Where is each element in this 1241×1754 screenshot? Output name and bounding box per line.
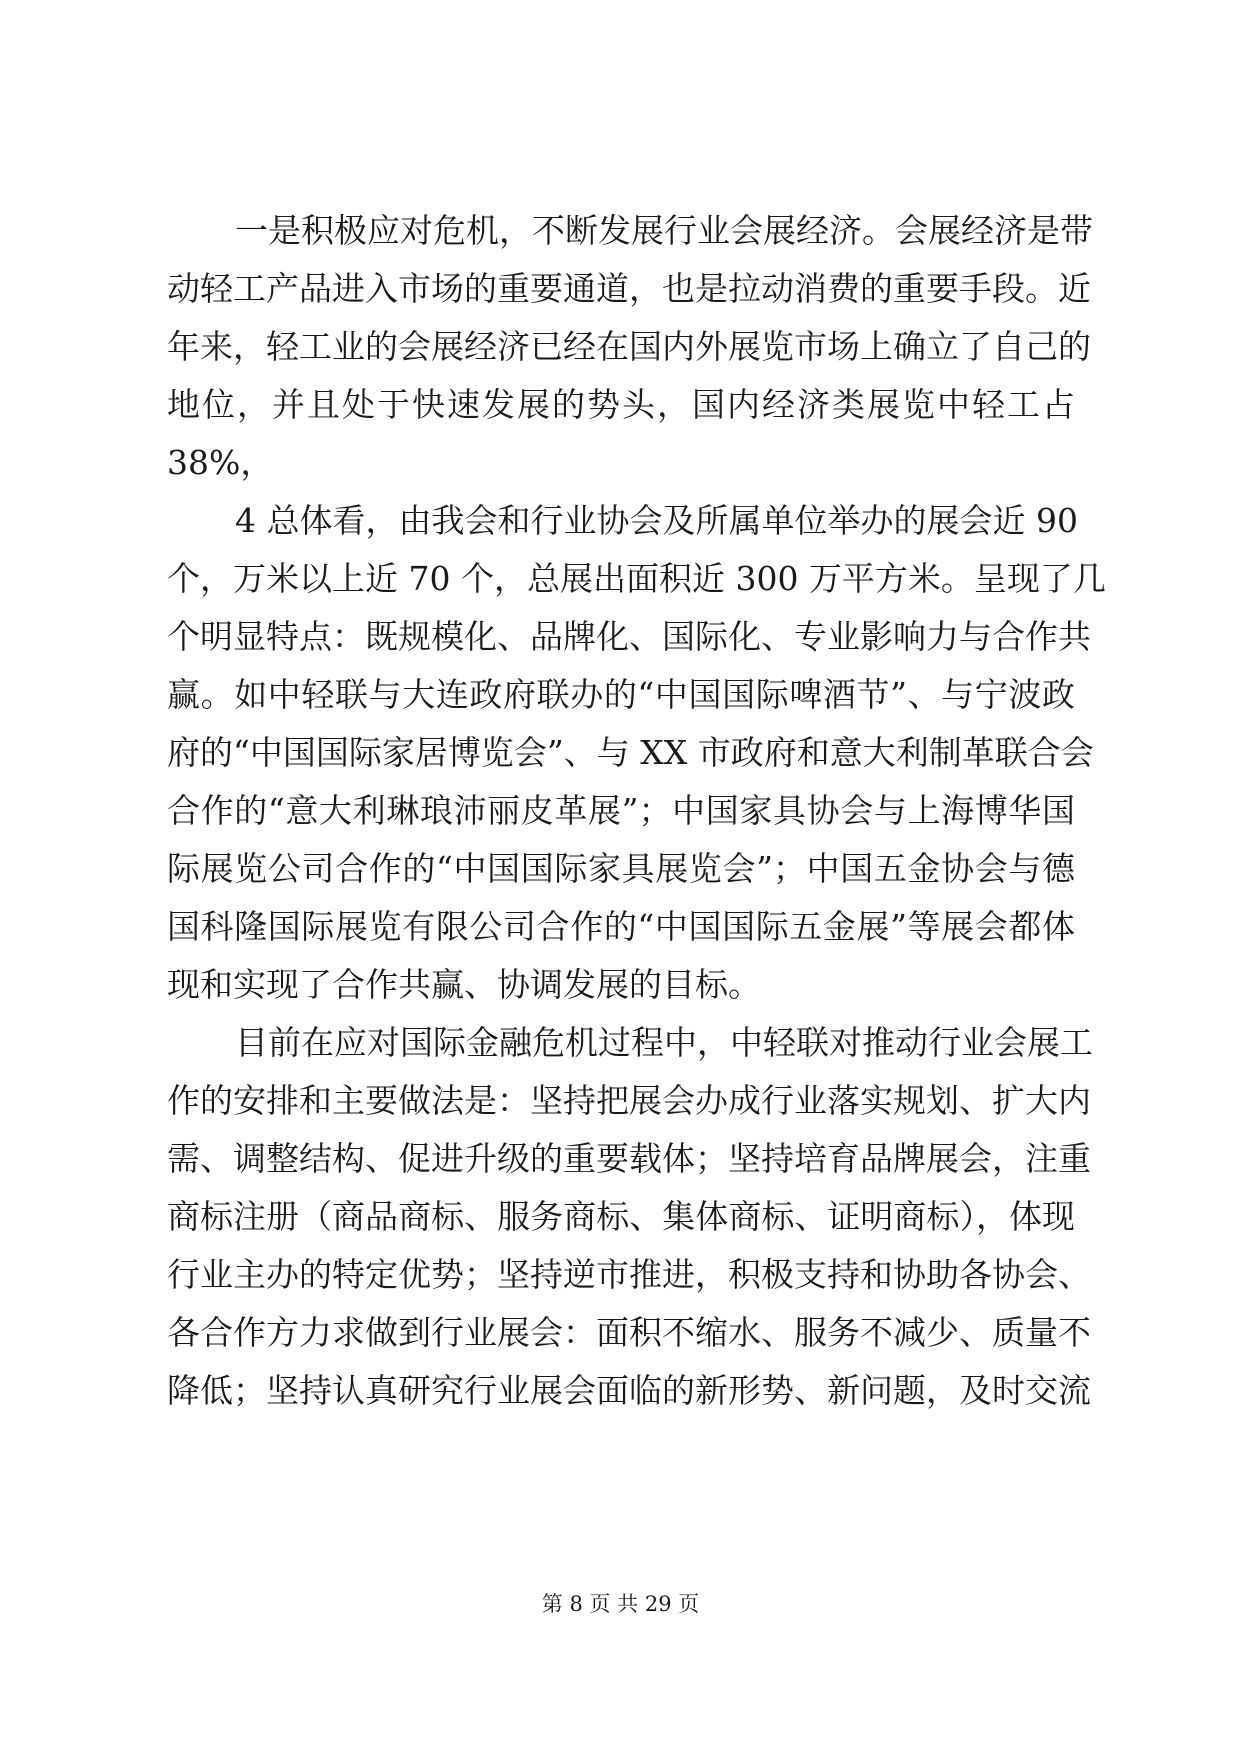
paragraph-3-line-3: 需、调整结构、促进升级的重要载体；坚持培育品牌展会，注重 xyxy=(167,1139,1091,1178)
paragraph-3-line-6: 各合作方力求做到行业展会：面积不缩水、服务不减少、质量不 xyxy=(167,1313,1091,1352)
paragraph-2-line-2: 个，万米以上近 70 个，总展出面积近 300 万平方米。呈现了几 xyxy=(167,559,1106,598)
paragraph-3-line-1: 目前在应对国际金融危机过程中，中轻联对推动行业会展工 xyxy=(235,1023,1093,1062)
paragraph-3-line-7: 降低；坚持认真研究行业展会面临的新形势、新问题，及时交流 xyxy=(167,1371,1091,1410)
paragraph-1-line-2: 动轻工产品进入市场的重要通道，也是拉动消费的重要手段。近 xyxy=(167,269,1091,308)
paragraph-2-line-7: 际展览公司合作的“中国国际家具展览会”；中国五金协会与德 xyxy=(167,849,1075,888)
paragraph-3-line-4: 商标注册（商品商标、服务商标、集体商标、证明商标），体现 xyxy=(167,1197,1075,1236)
paragraph-1-line-5: 38%， xyxy=(167,443,274,482)
paragraph-1-line-4: 地位，并且处于快速发展的势头，国内经济类展览中轻工占 xyxy=(167,385,1075,424)
paragraph-2-line-1: 4 总体看，由我会和行业协会及所属单位举办的展会近 90 xyxy=(235,501,1078,540)
paragraph-3-line-5: 行业主办的特定优势；坚持逆市推进，积极支持和协助各协会、 xyxy=(167,1255,1091,1294)
paragraph-1-line-3: 年来，轻工业的会展经济已经在国内外展览市场上确立了自己的 xyxy=(167,327,1091,366)
paragraph-3-line-2: 作的安排和主要做法是：坚持把展会办成行业落实规划、扩大内 xyxy=(167,1081,1091,1120)
page-number-footer: 第 8 页 共 29 页 xyxy=(541,1592,700,1616)
paragraph-2-line-6: 合作的“意大利琳琅沛丽皮革展”；中国家具协会与上海博华国 xyxy=(167,791,1075,830)
paragraph-1-line-1: 一是积极应对危机，不断发展行业会展经济。会展经济是带 xyxy=(235,211,1093,250)
paragraph-2-line-4: 赢。如中轻联与大连政府联办的“中国国际啤酒节”、与宁波政 xyxy=(167,675,1075,714)
paragraph-2-line-8: 国科隆国际展览有限公司合作的“中国国际五金展”等展会都体 xyxy=(167,907,1075,946)
paragraph-2-line-5: 府的“中国国际家居博览会”、与 XX 市政府和意大利制革联合会 xyxy=(167,733,1094,772)
paragraph-2-line-3: 个明显特点：既规模化、品牌化、国际化、专业影响力与合作共 xyxy=(167,617,1091,656)
paragraph-2-line-9: 现和实现了合作共赢、协调发展的目标。 xyxy=(167,965,761,1004)
